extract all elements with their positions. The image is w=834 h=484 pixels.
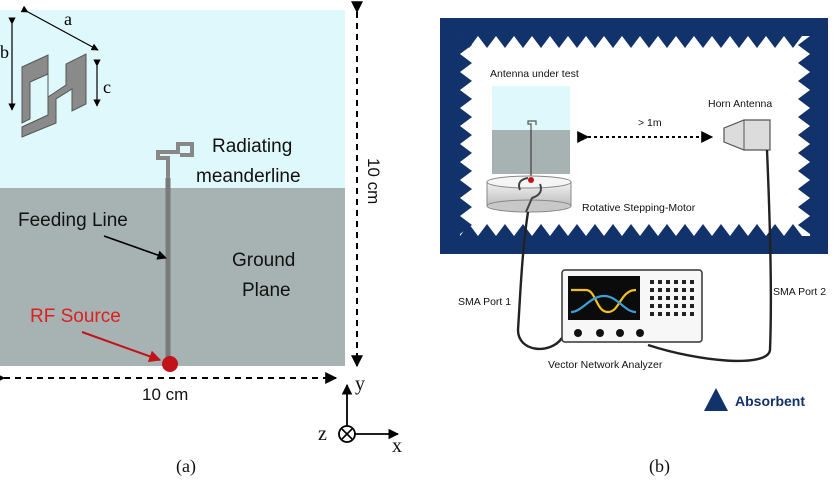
radiating-label-1: Radiating [212,136,293,157]
vna-port-4 [636,329,644,337]
vna-key-28 [682,312,686,316]
vna-key-21 [674,304,678,308]
vna-key-18 [650,304,654,308]
vna-key-9 [674,288,678,292]
vna-key-25 [658,312,662,316]
motor-label: Rotative Stepping-Motor [582,202,696,214]
vna-port-1 [574,329,582,337]
ground-label-1: Ground [232,250,296,271]
vna-key-3 [674,280,678,284]
vna-key-1 [658,280,662,284]
aut-label: Antenna under test [490,68,579,80]
vna-key-15 [674,296,678,300]
rf-source-label: RF Source [30,306,121,327]
caption-b: (b) [649,456,670,476]
absorbent-legend-label: Absorbent [735,393,805,409]
panel-a [0,9,402,477]
vna-key-6 [650,288,654,292]
height-label: 10 cm [364,158,383,205]
vector-network-analyzer [562,270,702,342]
vna-key-20 [666,304,670,308]
vna-key-19 [658,304,662,308]
distance-label: > 1m [638,117,662,129]
radiating-label-2: meanderline [196,166,301,187]
stepping-motor [487,176,571,212]
port1-label: SMA Port 1 [458,296,512,308]
x-axis-label: x [392,435,402,457]
vna-key-12 [650,296,654,300]
motor-pivot [528,177,534,183]
vna-key-24 [650,312,654,316]
vna-port-3 [616,329,624,337]
absorbent-legend-icon [704,388,728,411]
y-axis-label: y [355,373,365,395]
port2-label: SMA Port 2 [773,286,827,298]
ground-label-2: Plane [242,280,291,301]
dim-b-label: b [0,42,9,62]
horn-label: Horn Antenna [708,98,773,110]
vna-port-2 [596,329,604,337]
vna-key-17 [690,296,694,300]
panel-b [440,18,828,477]
vna-key-8 [666,288,670,292]
vna-key-14 [666,296,670,300]
caption-a: (a) [176,456,196,476]
vna-screen [568,276,640,320]
vna-label: Vector Network Analyzer [548,359,663,371]
vna-key-2 [666,280,670,284]
vna-key-16 [682,296,686,300]
vna-key-11 [690,288,694,292]
vna-key-5 [690,280,694,284]
vna-key-27 [674,312,678,316]
z-axis-label: z [318,423,327,445]
vna-key-13 [658,296,662,300]
vna-key-7 [658,288,662,292]
vna-key-0 [650,280,654,284]
dim-a-label: a [64,9,72,29]
width-label: 10 cm [142,385,189,404]
coordinate-axes [318,373,402,457]
dim-c-label: c [103,77,111,97]
vna-key-26 [666,312,670,316]
vna-key-29 [690,312,694,316]
vna-key-22 [682,304,686,308]
vna-key-10 [682,288,686,292]
feeding-label: Feeding Line [18,210,128,231]
vna-key-4 [682,280,686,284]
vna-key-23 [690,304,694,308]
rf-source [162,356,178,372]
